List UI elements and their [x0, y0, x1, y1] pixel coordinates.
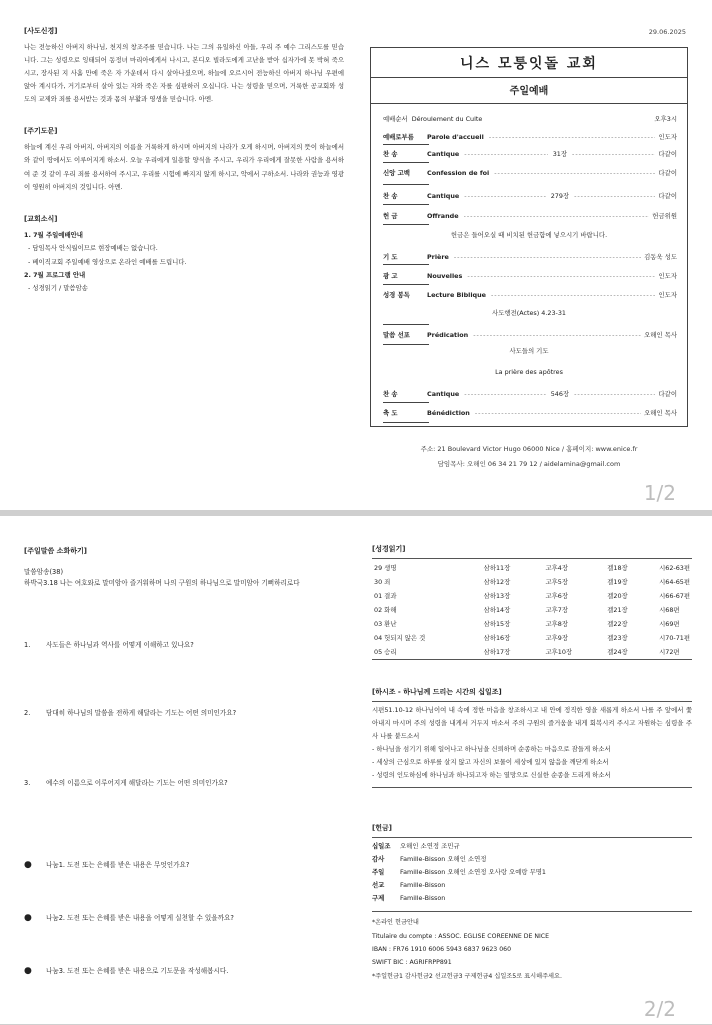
table-cell: 겔23장: [607, 633, 628, 642]
order-item-leader: 다같이: [658, 169, 677, 177]
order-item-leader: 인도자: [658, 133, 677, 141]
swift-bic: SWIFT BIC : AGRIFRPP891: [372, 959, 452, 967]
table-cell: 05 승리: [374, 647, 397, 656]
leader-dots: [464, 390, 545, 400]
church-address: 주소: 21 Boulevard Victor Hugo 06000 Nice / 홈페이지: www.enice.fr: [420, 445, 638, 453]
sermon-title-ko: 사도들의 기도: [509, 347, 549, 355]
order-item-ko: 말씀 선포: [383, 331, 410, 339]
offering-list: [372, 840, 692, 913]
offering-section: [372, 823, 692, 983]
order-row: [383, 169, 677, 179]
leader-dots: [574, 192, 655, 202]
order-item-ko: 신앙 고백: [383, 169, 410, 177]
table-row: [372, 562, 692, 576]
question-1: 1. 사도들은 하나님과 역사를 어떻게 이해하고 있나요?: [24, 641, 194, 649]
label-underline: [383, 264, 429, 265]
table-cell: 겔18장: [607, 563, 628, 572]
offering-givers: Famille-Bisson: [400, 894, 446, 903]
reading-table: [372, 562, 692, 661]
order-item-leader: 김동욱 성도: [644, 253, 677, 261]
pastor-contact: 담임목사: 오해인 06 34 21 79 12 / aidelamina@gmail.com: [437, 460, 621, 468]
order-item-fr: Bénédiction: [427, 409, 470, 417]
sharing-2: ● 나눔2. 도전 또는 은혜를 받은 내용을 어떻게 실천할 수 있을까요?: [24, 913, 234, 923]
table-cell: 고후5장: [545, 577, 569, 586]
leader-dots: [454, 253, 641, 263]
leader-dots: [491, 291, 655, 301]
label-underline: [383, 422, 429, 423]
online-offering-line: *온라인 헌금안내: [372, 919, 419, 927]
hour-line: - 세상의 근심으로 하루를 살지 않고 자신의 보물이 세상에 있지 않음을 깨닫게 하소서: [372, 758, 609, 767]
order-item-leader: 헌금위원: [652, 212, 677, 220]
table-cell: 고후10장: [545, 647, 573, 656]
offering-type: 감사: [372, 854, 385, 863]
news-item: 2. 7월 프로그램 안내: [24, 271, 86, 280]
table-row: [372, 604, 692, 618]
leader-dots: [464, 212, 650, 222]
order-item-fr: Prédication: [427, 331, 469, 339]
bullet-dot-icon: ●: [24, 913, 32, 923]
order-item-leader: 다같이: [658, 192, 678, 200]
order-item-fr: Lecture Biblique: [427, 291, 486, 299]
hymn-number: 279장: [550, 192, 570, 200]
table-cell: 30 죄: [374, 577, 391, 586]
offering-title: [헌금]: [372, 823, 692, 838]
table-cell: 29 생명: [374, 563, 397, 572]
order-head-time: 오후3시: [654, 115, 677, 123]
offering-type: 주일: [372, 868, 385, 877]
bulletin-page-2: [0, 516, 712, 1024]
table-cell: 겔19장: [607, 577, 628, 586]
order-item-leader: 오해인 목사: [644, 409, 677, 417]
news-item: - 담임목사 안식월이므로 현장예배는 없습니다.: [28, 244, 158, 253]
reading-reference: 사도행전(Actes) 4.23-31: [492, 309, 566, 317]
table-row: [372, 576, 692, 590]
order-item-leader: 오해인 목사: [644, 331, 677, 339]
offering-type: 선교: [372, 881, 385, 890]
hour-section: [372, 687, 692, 788]
sharing-3: ● 나눔3. 도전 또는 은혜를 받은 내용으로 기도문을 작성해봅시다.: [24, 966, 229, 976]
table-cell: 삼하16장: [483, 633, 511, 642]
order-item-fr: Cantique: [427, 390, 460, 398]
table-row: [372, 590, 692, 604]
order-item-ko: 찬 송: [383, 150, 398, 158]
order-item-fr: Prière: [427, 253, 449, 261]
label-underline: [383, 144, 429, 145]
hymn-number: 546장: [550, 390, 570, 398]
table-cell: 삼하17장: [483, 647, 511, 656]
order-item-ko: 찬 송: [383, 192, 398, 200]
left-column: [24, 26, 344, 296]
table-cell: 고후7장: [545, 605, 569, 614]
label-underline: [383, 284, 429, 285]
memorize-label: 말씀암송(38): [24, 567, 64, 576]
table-cell: 시68편: [659, 605, 680, 614]
table-cell: 시64-65편: [659, 577, 690, 586]
page-number: 1/2: [643, 481, 676, 505]
creed-section: [24, 26, 344, 106]
offering-row: [372, 892, 692, 905]
memorize-verse: 하박국3.18 나는 여호와로 말미암아 즐거워하며 나의 구원의 하나님으로 말미암아 기뻐하리로다: [24, 579, 300, 588]
offering-code-note: *주일헌금1 감사헌금2 선교헌금3 구제헌금4 십일조5로 표시해주세요.: [372, 972, 562, 980]
table-cell: 겔22장: [607, 619, 628, 628]
hour-line: - 성령의 인도하심에 하나님과 하나되고자 하는 열망으로 신실한 순종을 드리게 하소서: [372, 771, 611, 780]
leader-dots: [464, 150, 547, 160]
table-cell: 삼하15장: [483, 619, 511, 628]
table-cell: 시66-67편: [659, 591, 690, 600]
order-item-ko: 헌 금: [383, 212, 398, 220]
news-title: [교회소식]: [24, 214, 58, 223]
table-cell: 고후9장: [545, 633, 569, 642]
memorize-title: [주일말씀 소화하기]: [24, 547, 87, 555]
service-name: 주일예배: [371, 78, 687, 104]
offering-row: [372, 879, 692, 892]
table-cell: 시69편: [659, 619, 680, 628]
table-cell: 02 화해: [374, 605, 397, 614]
sharing-1: ● 나눔1. 도전 또는 은혜를 받은 내용은 무엇인가요?: [24, 860, 190, 870]
leader-dots: [494, 169, 655, 179]
table-cell: 삼하14장: [483, 605, 511, 614]
order-row: [383, 212, 677, 222]
bullet-dot-icon: ●: [24, 860, 32, 870]
offering-note: 헌금은 들어오실 때 비치된 헌금함에 넣으시기 바랍니다.: [450, 231, 608, 239]
table-row: [372, 618, 692, 632]
table-cell: 시72편: [659, 647, 680, 656]
offering-givers: 오해인 소연정 조민규: [400, 841, 460, 850]
news-item: - 성경읽기 / 말씀암송: [28, 284, 88, 293]
news-item: - 베이직교회 주일예배 영상으로 온라인 예배를 드립니다.: [28, 257, 187, 266]
leader-dots: [574, 390, 655, 400]
offering-row: [372, 840, 692, 853]
table-cell: 03 환난: [374, 619, 397, 628]
order-row: [383, 150, 677, 160]
order-item-leader: 다같이: [658, 150, 678, 158]
order-item-fr: Confession de foi: [427, 169, 490, 177]
bulletin-page-1: [0, 0, 712, 510]
offering-row: [372, 866, 692, 879]
question-2: 2. 담대히 하나님의 말씀을 전하게 해달라는 기도는 어떤 의미인가요?: [24, 709, 237, 717]
offering-givers: Famille-Bisson 오해인 소연정 오사랑 오예랑 무명1: [400, 868, 546, 877]
table-cell: 시70-71편: [659, 633, 690, 642]
label-underline: [383, 402, 429, 403]
order-item-ko: 기 도: [383, 253, 398, 261]
order-item-fr: Parole d'accueil: [427, 133, 484, 141]
table-cell: 삼하13장: [483, 591, 511, 600]
table-cell: 겔20장: [607, 591, 628, 600]
order-item-leader: 인도자: [658, 272, 677, 280]
label-underline: [383, 344, 429, 345]
table-row: [372, 646, 692, 660]
order-item-fr: Cantique: [427, 192, 460, 200]
order-row: [383, 192, 677, 202]
label-underline: [383, 162, 429, 163]
creed-title: [사도신경]: [24, 27, 58, 35]
reading-section: [372, 544, 692, 660]
table-cell: 고후6장: [545, 591, 569, 600]
order-row: [383, 331, 677, 341]
prayer-text: 하늘에 계신 우리 아버지, 아버지의 이름을 거룩하게 하시며 아버지의 나라가 오게 하시며, 아버지의 뜻이 하늘에서와 같이 땅에서도 이루어지게 하소서. 오늘 우리에게 일용할 양식을 주시고, 우리가 우리에게 잘못한 사람을 용서하여 준 것 같이 우리 죄를 용서하여 주시고, 우리를 시험에 빠지지 않게 하시고, 악에서 구하소서. 나라와 권능과 영광이 영원히 아버지의 것입니다. 아멘.: [24, 143, 344, 191]
leader-dots: [473, 331, 641, 341]
table-cell: 시62-63편: [659, 563, 690, 572]
offering-givers: Famille-Bisson: [400, 881, 446, 890]
news-section: [24, 214, 344, 296]
iban: IBAN : FR76 1910 6006 5943 6837 9623 060: [372, 946, 512, 954]
order-item-ko: 축 도: [383, 409, 398, 417]
order-item-leader: 인도자: [658, 291, 677, 299]
bulletin-date: 29.06.2025: [648, 28, 686, 36]
account-holder: Titulaire du compte : ASSOC. EGLISE COREENNE DE NICE: [372, 932, 550, 940]
table-cell: 고후4장: [545, 563, 569, 572]
order-row: [383, 409, 677, 419]
order-item-ko: 찬 송: [383, 390, 398, 398]
order-row: [383, 253, 677, 263]
order-item-ko: 성경 봉독: [383, 291, 410, 299]
hour-verse: 시편51.10-12 하나님이여 내 속에 정한 마음을 창조하시고 내 안에 정직한 영을 새롭게 하소서 나를 주 앞에서 쫓아내지 마시며 주의 성령을 내게서 거두지 마소서 주의 구원의 즐거움을 내게 회복시켜 주시고 자원하는 심령을 주사 나를 붙드소서: [372, 705, 692, 741]
order-item-fr: Nouvelles: [427, 272, 463, 280]
leader-dots: [572, 150, 655, 160]
offering-type: 구제: [372, 894, 385, 903]
leader-dots: [475, 409, 641, 419]
offering-row: [372, 853, 692, 866]
table-cell: 04 헛되지 않은 것: [374, 633, 426, 642]
worship-order-box: [370, 47, 688, 427]
creed-text: 나는 전능하신 아버지 하나님, 천지의 창조주를 믿습니다. 나는 그의 유일하신 아들, 우리 주 예수 그리스도를 믿습니다. 그는 성령으로 잉태되어 동정녀 마리아에게서 나시고, 본디오 빌라도에게 고난을 받아 십자가에 못 박혀 죽으시고, 장사된 지 사흘 만에 죽은 자 가운데서 다시 살아나셨으며, 하늘에 오르시어 전능하신 아버지 하나님 우편에 앉아 계시다가, 거기로부터 살아 있는 자와 죽은 자를 심판하러 오십니다. 나는 성령을 믿으며, 거룩한 공교회와 성도의 교제와 죄를 용서받는 것과 몸의 부활과 영생을 믿습니다. 아멘.: [24, 42, 344, 104]
table-cell: 01 결과: [374, 591, 397, 600]
order-header-row: [383, 115, 677, 125]
order-item-leader: 다같이: [658, 390, 678, 398]
order-row: [383, 133, 677, 143]
hour-title: [하시조 - 하나님께 드리는 시간의 십일조]: [372, 687, 692, 702]
offering-givers: Famille-Bisson 오해인 소연정: [400, 854, 487, 863]
order-item-fr: Offrande: [427, 212, 459, 220]
table-row: [372, 632, 692, 646]
order-row: [383, 272, 677, 282]
label-underline: [383, 324, 429, 325]
leader-dots: [467, 272, 655, 282]
order-row: [383, 291, 677, 301]
page-number: 2/2: [643, 997, 676, 1021]
hour-body: [372, 704, 692, 788]
prayer-title: [주기도문]: [24, 127, 58, 136]
hour-line: - 하나님을 섬기기 위해 일어나고 하나님을 신뢰하며 순종하는 마음으로 잠들게 하소서: [372, 745, 611, 754]
order-head-ko: 예배순서: [383, 115, 408, 123]
hymn-number: 31장: [552, 150, 568, 158]
bullet-dot-icon: ●: [24, 966, 32, 976]
label-underline: [383, 204, 429, 205]
label-underline: [383, 224, 429, 225]
order-row: [383, 390, 677, 400]
church-name: 니스 모퉁잇돌 교회: [371, 48, 687, 78]
offering-type: 십일조: [372, 841, 391, 850]
label-underline: [383, 184, 429, 185]
leader-dots: [489, 133, 656, 143]
table-cell: 고후8장: [545, 619, 569, 628]
order-item-fr: Cantique: [427, 150, 460, 158]
memorize-section: [24, 546, 344, 591]
online-offering-info: [372, 916, 692, 983]
sermon-title-fr: La prière des apôtres: [495, 368, 563, 376]
table-cell: 겔24장: [607, 647, 628, 656]
table-cell: 삼하12장: [483, 577, 511, 586]
prayer-section: [24, 126, 344, 193]
table-cell: 삼하11장: [483, 563, 511, 572]
table-cell: 겔21장: [607, 605, 628, 614]
order-head-fr: Déroulement du Culte: [411, 115, 483, 123]
order-item-ko: 예배로부름: [383, 133, 414, 141]
question-3: 3. 예수의 이름으로 이루어지게 해달라는 기도는 어떤 의미인가요?: [24, 779, 228, 787]
order-item-ko: 광 고: [383, 272, 398, 280]
reading-title: [성경읽기]: [372, 544, 692, 559]
news-item: 1. 7월 주일예배안내: [24, 230, 83, 239]
leader-dots: [464, 192, 545, 202]
